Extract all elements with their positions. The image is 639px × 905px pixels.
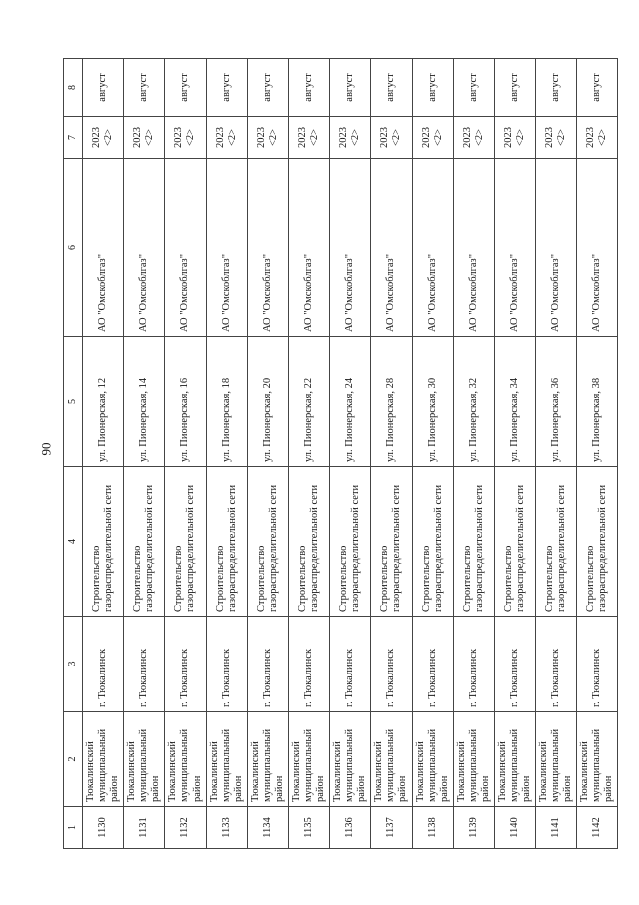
organization-cell: АО "Омскоблгаз" — [371, 159, 412, 337]
district-cell: Тюкалинский муниципальный район — [165, 712, 206, 807]
year-cell: 2023 <2> — [124, 117, 165, 159]
table-row — [371, 59, 412, 849]
year-cell: 2023 <2> — [165, 117, 206, 159]
row-number-cell: 1130 — [83, 807, 124, 849]
year-cell: 2023 <2> — [536, 117, 577, 159]
register-table — [63, 58, 618, 849]
table-row — [330, 59, 371, 849]
district-cell: Тюкалинский муниципальный район — [247, 712, 288, 807]
month-cell: август — [124, 59, 165, 117]
column-header: 4 — [64, 467, 83, 617]
month-cell: август — [494, 59, 535, 117]
organization-cell: АО "Омскоблгаз" — [412, 159, 453, 337]
organization-cell: АО "Омскоблгаз" — [288, 159, 329, 337]
organization-cell: АО "Омскоблгаз" — [453, 159, 494, 337]
work-type-cell: Строительство газораспределительной сети — [412, 467, 453, 617]
year-cell: 2023 <2> — [494, 117, 535, 159]
table-row — [83, 59, 124, 849]
locality-cell: г. Тюкалинск — [453, 617, 494, 712]
table-row — [577, 59, 618, 849]
work-type-cell: Строительство газораспределительной сети — [206, 467, 247, 617]
row-number-cell: 1137 — [371, 807, 412, 849]
address-cell: ул. Пионерская, 20 — [247, 337, 288, 467]
row-number-cell: 1141 — [536, 807, 577, 849]
table-row — [412, 59, 453, 849]
row-number-cell: 1131 — [124, 807, 165, 849]
work-type-cell: Строительство газораспределительной сети — [371, 467, 412, 617]
month-cell: август — [206, 59, 247, 117]
month-cell: август — [83, 59, 124, 117]
locality-cell: г. Тюкалинск — [124, 617, 165, 712]
register-table-container — [63, 59, 615, 849]
work-type-cell: Строительство газораспределительной сети — [536, 467, 577, 617]
month-cell: август — [453, 59, 494, 117]
district-cell: Тюкалинский муниципальный район — [83, 712, 124, 807]
district-cell: Тюкалинский муниципальный район — [453, 712, 494, 807]
row-number-cell: 1132 — [165, 807, 206, 849]
month-cell: август — [536, 59, 577, 117]
district-cell: Тюкалинский муниципальный район — [536, 712, 577, 807]
column-header: 3 — [64, 617, 83, 712]
locality-cell: г. Тюкалинск — [247, 617, 288, 712]
organization-cell: АО "Омскоблгаз" — [165, 159, 206, 337]
locality-cell: г. Тюкалинск — [494, 617, 535, 712]
table-row — [165, 59, 206, 849]
table-header — [64, 59, 83, 849]
column-header: 8 — [64, 59, 83, 117]
locality-cell: г. Тюкалинск — [288, 617, 329, 712]
table-row — [247, 59, 288, 849]
month-cell: август — [330, 59, 371, 117]
year-cell: 2023 <2> — [412, 117, 453, 159]
address-cell: ул. Пионерская, 28 — [371, 337, 412, 467]
year-cell: 2023 <2> — [83, 117, 124, 159]
work-type-cell: Строительство газораспределительной сети — [494, 467, 535, 617]
locality-cell: г. Тюкалинск — [536, 617, 577, 712]
year-cell: 2023 <2> — [577, 117, 618, 159]
locality-cell: г. Тюкалинск — [330, 617, 371, 712]
organization-cell: АО "Омскоблгаз" — [124, 159, 165, 337]
work-type-cell: Строительство газораспределительной сети — [247, 467, 288, 617]
row-number-cell: 1134 — [247, 807, 288, 849]
district-cell: Тюкалинский муниципальный район — [412, 712, 453, 807]
month-cell: август — [165, 59, 206, 117]
row-number-cell: 1142 — [577, 807, 618, 849]
locality-cell: г. Тюкалинск — [165, 617, 206, 712]
table-row — [536, 59, 577, 849]
year-cell: 2023 <2> — [206, 117, 247, 159]
column-header: 1 — [64, 807, 83, 849]
district-cell: Тюкалинский муниципальный район — [288, 712, 329, 807]
row-number-cell: 1139 — [453, 807, 494, 849]
address-cell: ул. Пионерская, 14 — [124, 337, 165, 467]
table-row — [494, 59, 535, 849]
work-type-cell: Строительство газораспределительной сети — [288, 467, 329, 617]
district-cell: Тюкалинский муниципальный район — [371, 712, 412, 807]
month-cell: август — [577, 59, 618, 117]
work-type-cell: Строительство газораспределительной сети — [453, 467, 494, 617]
address-cell: ул. Пионерская, 38 — [577, 337, 618, 467]
address-cell: ул. Пионерская, 22 — [288, 337, 329, 467]
column-header: 2 — [64, 712, 83, 807]
work-type-cell: Строительство газораспределительной сети — [83, 467, 124, 617]
district-cell: Тюкалинский муниципальный район — [206, 712, 247, 807]
address-cell: ул. Пионерская, 18 — [206, 337, 247, 467]
organization-cell: АО "Омскоблгаз" — [536, 159, 577, 337]
organization-cell: АО "Омскоблгаз" — [330, 159, 371, 337]
address-cell: ул. Пионерская, 24 — [330, 337, 371, 467]
month-cell: август — [288, 59, 329, 117]
year-cell: 2023 <2> — [330, 117, 371, 159]
address-cell: ул. Пионерская, 12 — [83, 337, 124, 467]
district-cell: Тюкалинский муниципальный район — [330, 712, 371, 807]
organization-cell: АО "Омскоблгаз" — [494, 159, 535, 337]
organization-cell: АО "Омскоблгаз" — [83, 159, 124, 337]
row-number-cell: 1140 — [494, 807, 535, 849]
district-cell: Тюкалинский муниципальный район — [494, 712, 535, 807]
locality-cell: г. Тюкалинск — [412, 617, 453, 712]
work-type-cell: Строительство газораспределительной сети — [330, 467, 371, 617]
row-number-cell: 1136 — [330, 807, 371, 849]
address-cell: ул. Пионерская, 30 — [412, 337, 453, 467]
year-cell: 2023 <2> — [453, 117, 494, 159]
table-body — [83, 59, 618, 849]
locality-cell: г. Тюкалинск — [577, 617, 618, 712]
page-number-text: 90 — [38, 442, 54, 456]
month-cell: август — [412, 59, 453, 117]
column-header: 7 — [64, 117, 83, 159]
district-cell: Тюкалинский муниципальный район — [124, 712, 165, 807]
address-cell: ул. Пионерская, 32 — [453, 337, 494, 467]
year-cell: 2023 <2> — [247, 117, 288, 159]
table-row — [124, 59, 165, 849]
row-number-cell: 1135 — [288, 807, 329, 849]
column-header: 6 — [64, 159, 83, 337]
column-header: 5 — [64, 337, 83, 467]
work-type-cell: Строительство газораспределительной сети — [124, 467, 165, 617]
locality-cell: г. Тюкалинск — [206, 617, 247, 712]
work-type-cell: Строительство газораспределительной сети — [577, 467, 618, 617]
month-cell: август — [371, 59, 412, 117]
address-cell: ул. Пионерская, 16 — [165, 337, 206, 467]
organization-cell: АО "Омскоблгаз" — [247, 159, 288, 337]
address-cell: ул. Пионерская, 34 — [494, 337, 535, 467]
year-cell: 2023 <2> — [288, 117, 329, 159]
month-cell: август — [247, 59, 288, 117]
organization-cell: АО "Омскоблгаз" — [206, 159, 247, 337]
locality-cell: г. Тюкалинск — [83, 617, 124, 712]
header-row — [64, 59, 83, 849]
district-cell: Тюкалинский муниципальный район — [577, 712, 618, 807]
address-cell: ул. Пионерская, 36 — [536, 337, 577, 467]
locality-cell: г. Тюкалинск — [371, 617, 412, 712]
row-number-cell: 1138 — [412, 807, 453, 849]
organization-cell: АО "Омскоблгаз" — [577, 159, 618, 337]
row-number-cell: 1133 — [206, 807, 247, 849]
table-row — [453, 59, 494, 849]
year-cell: 2023 <2> — [371, 117, 412, 159]
work-type-cell: Строительство газораспределительной сети — [165, 467, 206, 617]
table-row — [206, 59, 247, 849]
table-row — [288, 59, 329, 849]
page-number — [40, 441, 53, 457]
